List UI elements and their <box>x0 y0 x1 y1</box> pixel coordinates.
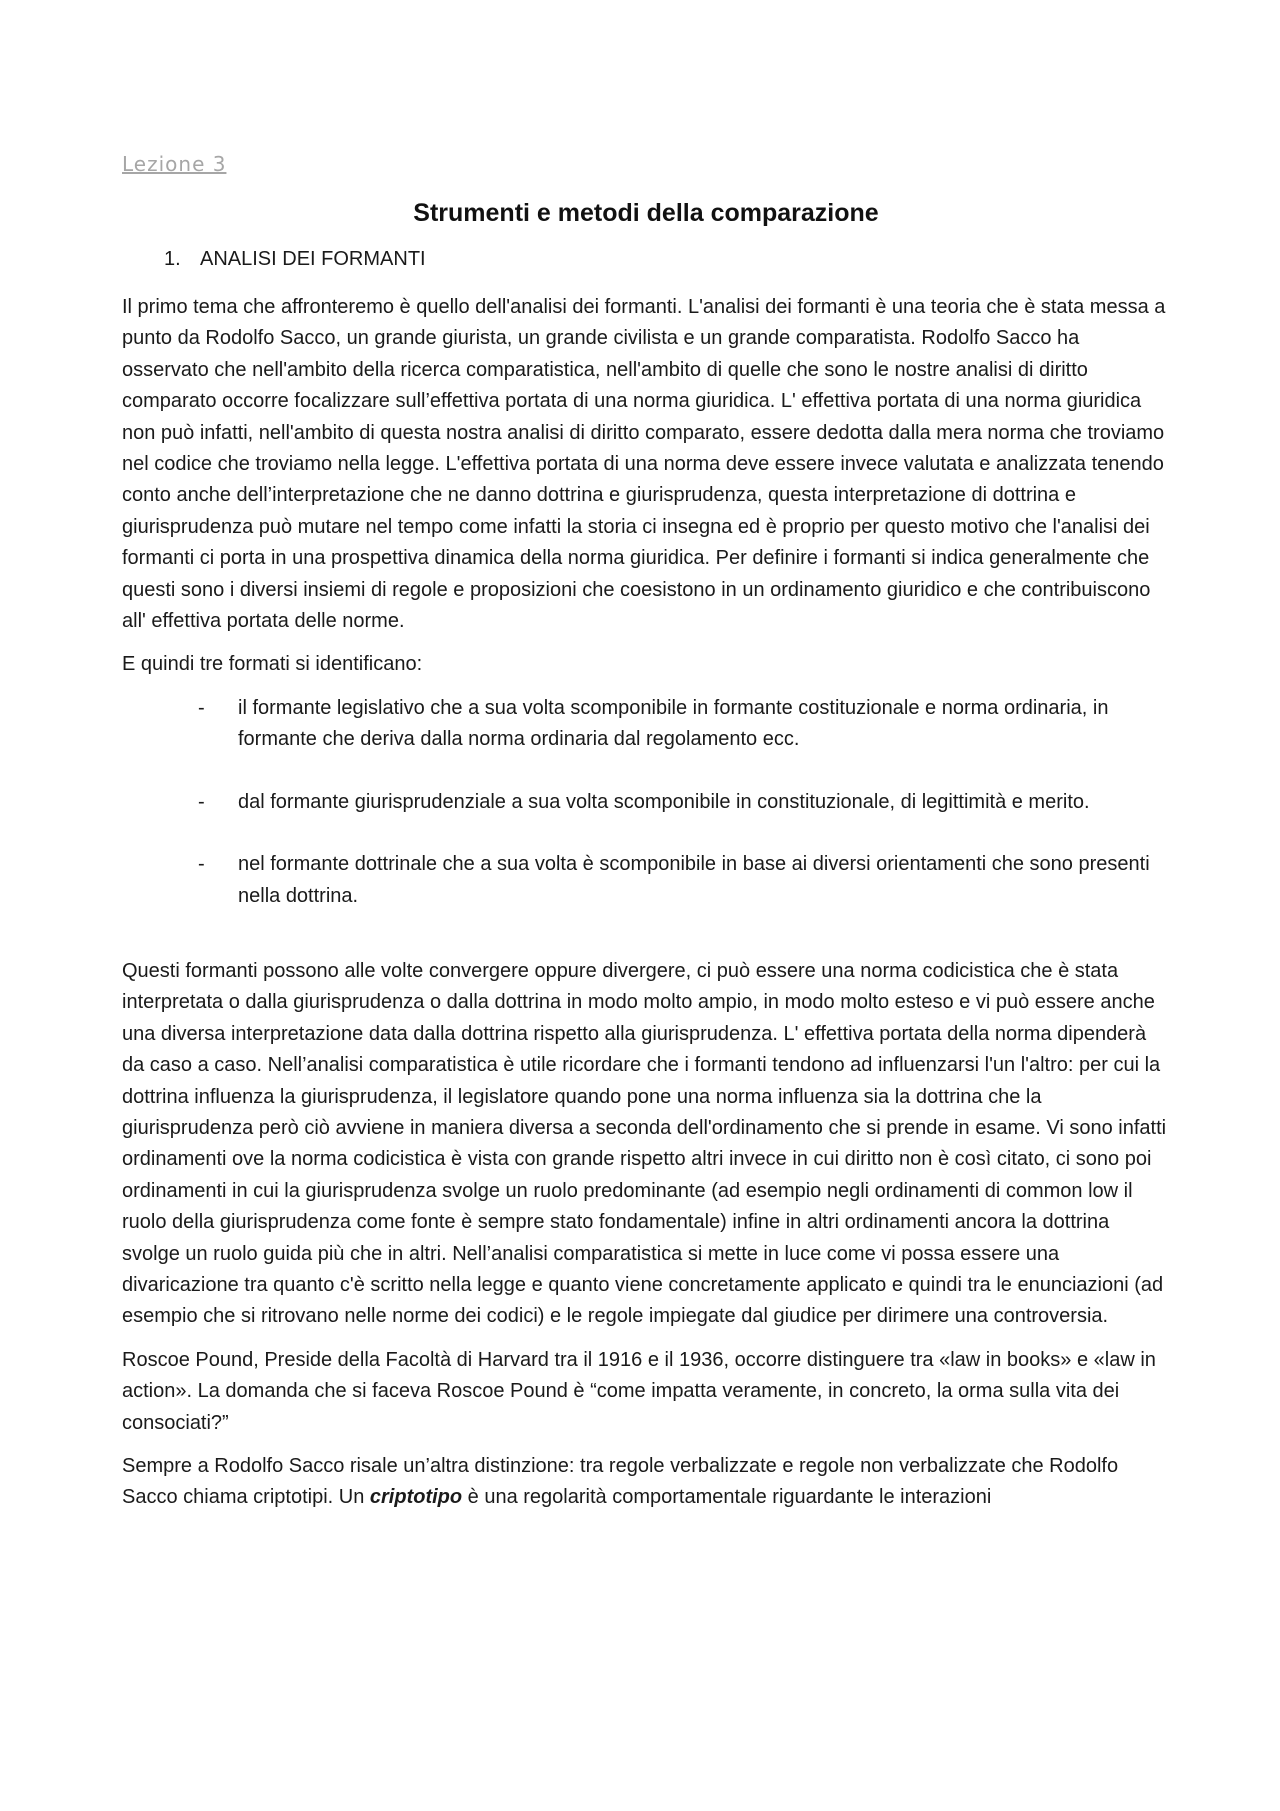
document-content <box>122 150 1170 1526</box>
paragraph-tre-formanti: E quindi tre formati si identificano: <box>122 653 423 676</box>
list-item <box>122 787 1170 818</box>
section-heading <box>164 244 1170 274</box>
paragraph-convergenza-formanti: Questi formanti possono alle volte convergere oppure divergere, ci può essere una norma codicistica che è stata interpretata o dalla giurisprudenza o dalla dottrina in modo molto ampio, in modo molto esteso e vi può essere anche una diversa interpretazione data dalla dottrina rispetto alla giurisprudenza. L' effettiva portata della norma dipenderà da caso a caso. Nell’analisi comparatistica è utile ricordare che i formanti tendono ad influenzarsi l'un l'altro: per cui la dottrina influenza la giurisprudenza, il legislatore quando pone una norma influenza sia la dottrina che la giurisprudenza però ciò avviene in maniera diversa a seconda dell'ordinamento che si prende in esame. Vi sono infatti ordinamenti ove la norma codicistica è vista con grande rispetto altri invece in cui diritto non è così citato, ci sono poi ordinamenti in cui la giurisprudenza svolge un ruolo predominante (ad esempio negli ordinamenti di common low il ruolo della giurisprudenza come fonte è sempre stato fondamentale) infine in altri ordinamenti ancora la dottrina svolge un ruolo guida più che in altri. Nell’analisi comparatistica si mette in luce come vi possa essere una divaricazione tra quanto c'è scritto nella legge e quanto viene concretamente applicato e quindi tra le enunciazioni (ad esempio che si ritrovano nelle norme dei codici) e le regole impiegate dal giudice per dirimere una controversia. <box>122 959 1167 1328</box>
formanti-list <box>122 693 1170 912</box>
paragraph-formanti-intro: Il primo tema che affronteremo è quello dell'analisi dei formanti. L'analisi dei formanti è una teoria che è stata messa a punto da Rodolfo Sacco, un grande giurista, un grande civilista e un grande comparatista. Rodolfo Sacco ha osservato che nell'ambito della ricerca comparatistica, nell'ambito di quelle che sono le nostre analisi di diritto comparato occorre focalizzare sull’effettiva portata di una norma giuridica. L' effettiva portata di una norma giuridica non può infatti, nell'ambito di questa nostra analisi di diritto comparato, essere dedotta dalla mera norma che troviamo nel codice che troviamo nella legge. L'effettiva portata di una norma deve essere invece valutata e analizzata tenendo conto anche dell’interpretazione che ne danno dottrina e giurisprudenza, questa interpretazione di dottrina e giurisprudenza può mutare nel tempo come infatti la storia ci insegna ed è proprio per questo motivo che l'analisi dei formanti ci porta in una prospettiva dinamica della norma giuridica. Per definire i formanti si indica generalmente che questi sono i diversi insiemi di regole e proposizioni che coesistono in un ordinamento giuridico e che contribuiscono all' effettiva portata delle norme. <box>122 296 1166 633</box>
section-number: 1. <box>164 248 181 270</box>
lesson-label: Lezione 3 <box>122 152 227 176</box>
criptotipo-term: criptotipo <box>369 1486 463 1509</box>
section-heading-text: ANALISI DEI FORMANTI <box>200 248 426 270</box>
bullet-dash: - <box>198 696 205 719</box>
document-title: Strumenti e metodi della comparazione <box>413 199 879 227</box>
list-item <box>122 849 1170 912</box>
list-item-text: il formante legislativo che a sua volta scomponibile in formante costituzionale e norma ordinaria, in formante che deriva dalla norma ordinaria dal regolamento ecc. <box>238 696 1109 751</box>
list-item-text: nel formante dottrinale che a sua volta è scomponibile in base ai diversi orientamenti che sono presenti nella dottrina. <box>238 853 1150 907</box>
list-item <box>122 693 1170 756</box>
criptotipi-text-after: è una regolarità comportamentale riguardante le interazioni <box>462 1486 992 1509</box>
bullet-dash: - <box>198 790 205 813</box>
paragraph-roscoe-pound: Roscoe Pound, Preside della Facoltà di Harvard tra il 1916 e il 1936, occorre distinguere tra «law in books» e «law in action». La domanda che si faceva Roscoe Pound è “come impatta veramente, in concreto, la orma sulla vita dei consociati?” <box>122 1348 1156 1434</box>
bullet-dash: - <box>198 853 205 876</box>
list-item-text: dal formante giurisprudenziale a sua volta scomponibile in constituzionale, di legittimità e merito. <box>238 790 1090 813</box>
criptotipi-text-before: Sempre a Rodolfo Sacco risale un’altra distinzione: tra regole verbalizzate e regole non verbalizzate che Rodolfo Sacco chiama criptotipi. Un <box>122 1455 1119 1509</box>
paragraph-criptotipi <box>122 1451 1170 1514</box>
